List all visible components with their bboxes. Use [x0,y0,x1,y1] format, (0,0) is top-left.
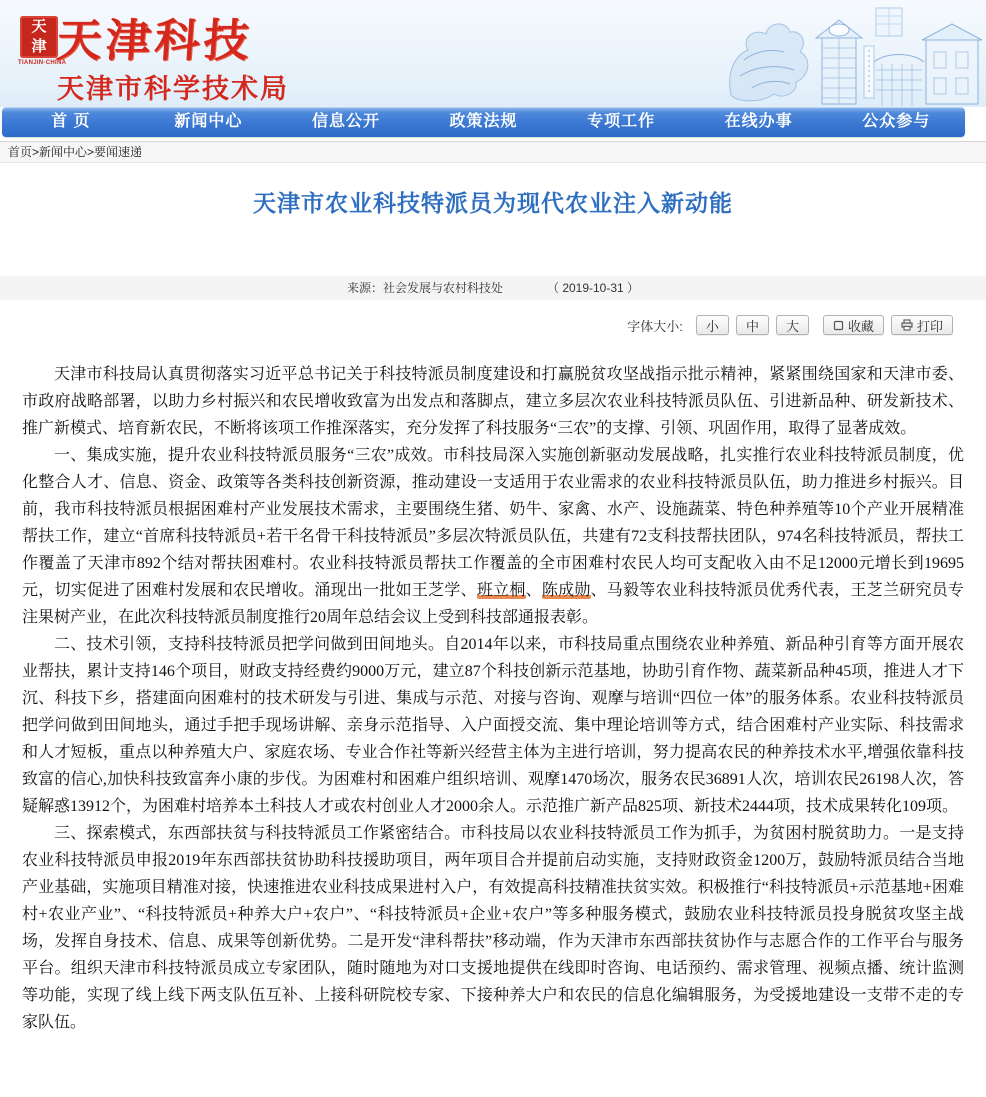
font-medium-button[interactable]: 中 [736,315,769,335]
nav-item-policy[interactable]: 政策法规 [449,113,518,130]
article-paragraph [22,361,964,442]
font-small-button[interactable]: 小 [696,315,729,335]
print-button[interactable] [891,315,953,335]
paragraph-text: 二、技术引领，支持科技特派员把学问做到田间地头。自2014年以来，市科技局重点围绕农业种养殖、新品种引育等方面开展农业帮扶，累计支持146个项目，财政支持经费约9000万元，建立87个科技创新示范基地，协助引育作物、蔬菜新品种45项，推进人才下沉、科技下乡，搭建面向困难村的技术研发与引进、集成与示范、对接与咨询、观摩与培训“四位一体”的服务体系。农业科技特派员把学问做到田间地头，通过手把手现场讲解、亲身示范指导、入户面授交流、集中理论培训等方式，结合困难村产业实际、科技需求和人才短板，重点以种养殖大户、家庭农场、专业合作社等新兴经营主体为主进行培训，努力提高农民的种养技术水平,增强依靠科技致富的信心,加快科技致富奔小康的步伐。为困难村和困难户组织培训、观摩1470场次，服务农民36891人次，培训农民26198人次，答疑解惑13912个，为困难村培养本土科技人才或农村创业人才2000余人。示范推广新产品825项、新技术2444项，技术成果转化109项。 [22,636,964,815]
seal-logo-box [20,16,58,58]
campus-sketch-illustration [726,0,986,107]
article-meta-bar [0,276,986,300]
nav-item-online[interactable]: 在线办事 [724,113,793,130]
print-label: 打印 [916,318,943,334]
main-navbar [2,107,965,137]
collect-button[interactable] [823,315,884,335]
paragraph-text: 一、集成实施，提升农业科技特派员服务“三农”成效。市科技局深入实施创新驱动发展战略，扎实推行农业科技特派员制度，优化整合人才、信息、资金、政策等各类科技创新资源，推动建设一支适用于农业需求的农业科技特派员队伍，助力推进乡村振兴。目前，我市科技特派员根据困难村产业发展技术需求，主要围绕生猪、奶牛、家禽、水产、设施蔬菜、特色种养殖等10个产业开展精准帮扶工作，建立“首席科技特派员+若干名骨干科技特派员”多层次特派员队伍，共建有72支科技帮扶团队，974名科技特派员，帮扶工作覆盖了天津市892个结对帮扶困难村。农业科技特派员帮扶工作覆盖的全市困难村农民人均可支配收入由不足12000元增长到19695元，切实促进了困难村发展和农民增收。涌现出一批如王芝学、 [22,447,964,599]
paragraph-text: 、 [525,582,542,599]
seal-caption: TIANJIN·CHINA [18,60,67,66]
site-brand [54,4,309,107]
article-paragraph [22,631,964,820]
printer-icon [901,319,913,331]
article-paragraph [22,442,964,631]
source-label: 来源： [346,281,383,295]
seal-char-top: 天 [31,19,47,35]
seal-char-bottom: 津 [31,39,47,55]
article-body [22,361,964,1036]
paragraph-text: 三、探索模式，东西部扶贫与科技特派员工作紧密结合。市科技局以农业科技特派员工作为抓手，为贫困村脱贫助力。一是支持农业科技特派员申报2019年东西部扶贫协助科技援助项目，两年项目合并提前启动实施，支持财政资金1200万，鼓励特派员结合当地产业基础，实施项目精准对接，快速推进农业科技成果进村入户，有效提高科技精准扶贫实效。积极推行“科技特派员+示范基地+困难村+农业产业”、“科技特派员+种养大户+农户”、“科技特派员+企业+农户”等多种服务模式，鼓励农业科技特派员投身脱贫攻坚主战场，发挥自身技术、信息、成果等创新优势。二是开发“津科帮扶”移动端，作为天津市东西部扶贫协作与志愿合作的工作平台与服务平台。组织天津市科技特派员成立专家团队，随时随地为对口支援地提供在线即时咨询、电话预约、需求管理、视频点播、统计监测等功能，实现了线上线下两支队伍互补、上接科研院校专家、下接种养大户和农民的信息化编辑服务，为受援地建设一支带不走的专家队伍。 [22,825,964,1031]
collect-label: 收藏 [847,318,874,334]
article-toolbar [0,315,953,335]
page-title: 天津市农业科技特派员为现代农业注入新动能 [253,190,733,216]
paragraph-text: 、马毅等农业科技特派员优秀代表，王芝兰研究员专注果树产业，在此次科技特派员制度推行20周年总结会议上受到科技部通报表彰。 [22,582,964,626]
nav-item-news[interactable]: 新闻中心 [174,113,243,130]
bureau-name: 天津市科学技术局 [57,74,289,104]
publish-date: （ 2019-10-31 ） [546,281,640,295]
article-paragraph [22,820,964,1036]
highlighted-name: 陈成勋 [541,582,591,599]
breadcrumb[interactable]: 首页>新闻中心>要闻速递 [0,141,986,163]
paragraph-text: 天津市科技局认真贯彻落实习近平总书记关于科技特派员制度建设和打赢脱贫攻坚战指示批示精神，紧紧围绕国家和天津市委、市政府战略部署，以助力乡村振兴和农民增收致富为出发点和落脚点，建立多层次农业科技特派员队伍、引进新品种、研发新技术、推广新模式、培育新农民，不断将该项工作推深落实，充分发挥了科技服务“三农”的支撑、引领、巩固作用，取得了显著成效。 [22,366,964,437]
font-large-button[interactable]: 大 [776,315,809,335]
font-size-label: 字体大小: [627,318,683,334]
brand-calligraphy-title: 天津科技 [54,16,255,66]
highlighted-name: 班立桐 [476,582,526,599]
site-header [0,0,986,107]
nav-item-special[interactable]: 专项工作 [587,113,656,130]
collect-icon [833,320,844,331]
seal-logo [18,16,67,66]
source-value: 社会发展与农村科技处 [382,281,503,295]
nav-item-home[interactable]: 首 页 [51,113,91,130]
nav-item-public[interactable]: 公众参与 [862,113,931,130]
nav-item-info[interactable]: 信息公开 [311,113,380,130]
